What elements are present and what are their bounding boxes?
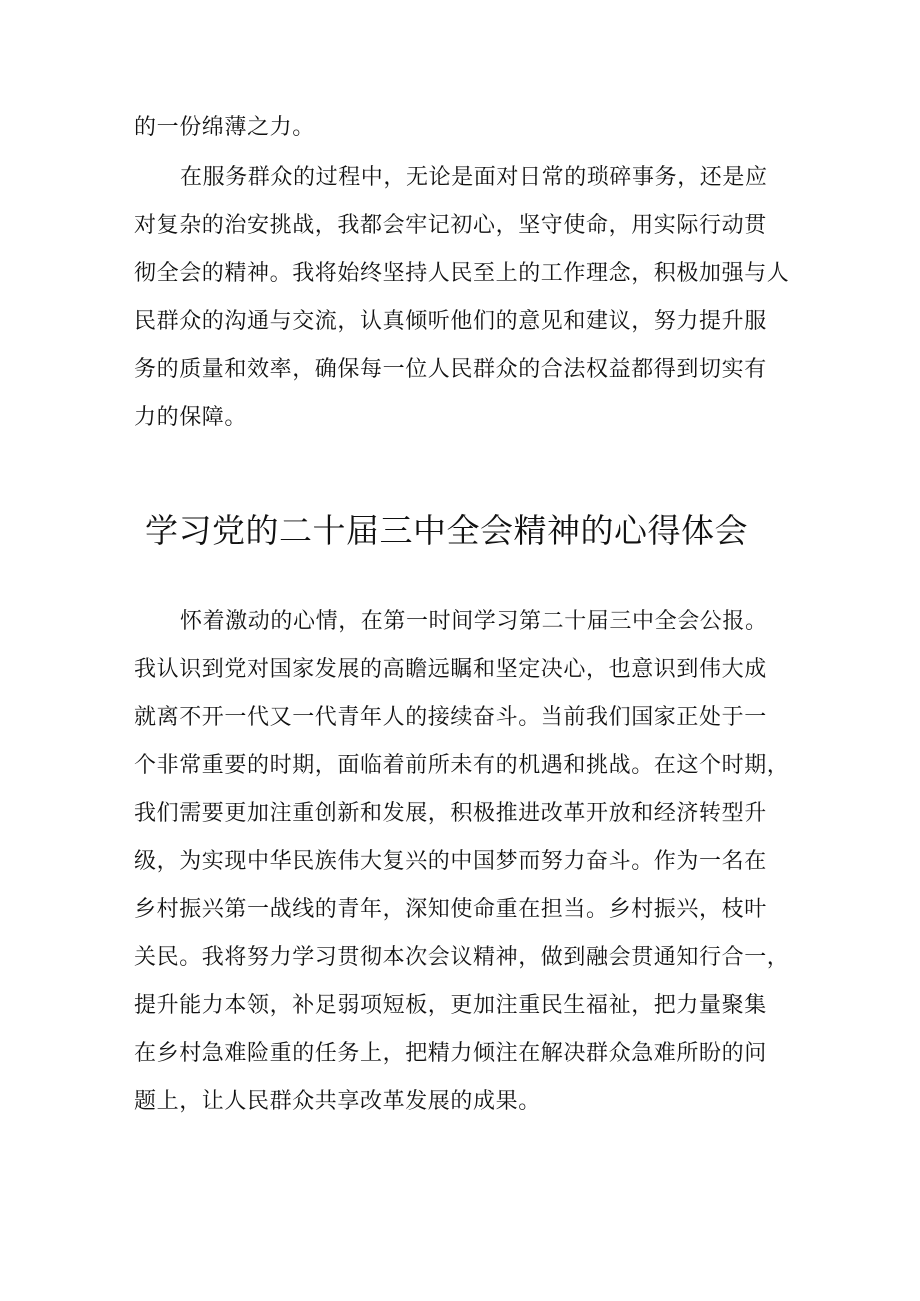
text-line: 在乡村急难险重的任务上，把精力倾注在解决群众急难所盼的问: [134, 1041, 767, 1066]
text-line: 在服务群众的过程中，无论是面对日常的琐碎事务，还是应: [180, 165, 768, 190]
text-line: 的一份绵薄之力。: [134, 115, 315, 140]
text-line: 题上，让人民群众共享改革发展的成果。: [134, 1089, 541, 1114]
text-line: 力的保障。: [134, 405, 248, 430]
text-line: 我们需要更加注重创新和发展，积极推进改革开放和经济转型升: [134, 801, 767, 826]
text-line: 彻全会的精神。我将始终坚持人民至上的工作理念，积极加强与人: [134, 261, 790, 286]
text-line: 提升能力本领，补足弱项短板，更加注重民生福祉，把力量聚集: [134, 993, 767, 1018]
text-line: 务的质量和效率，确保每一位人民群众的合法权益都得到切实有: [134, 357, 767, 382]
text-line: 我认识到党对国家发展的高瞻远瞩和坚定决心，也意识到伟大成: [134, 657, 767, 682]
text-line: 个非常重要的时期，面临着前所未有的机遇和挑战。在这个时期，: [134, 753, 790, 778]
section-heading: 学习党的二十届三中全会精神的心得体会: [145, 511, 748, 550]
text-line: 级，为实现中华民族伟大复兴的中国梦而努力奋斗。作为一名在: [134, 849, 767, 874]
text-line: 怀着激动的心情，在第一时间学习第二十届三中全会公报。: [180, 609, 768, 634]
text-line: 关民。我将努力学习贯彻本次会议精神，做到融会贯通知行合一，: [134, 945, 790, 970]
text-line: 就离不开一代又一代青年人的接续奋斗。当前我们国家正处于一: [134, 705, 767, 730]
text-line: 乡村振兴第一战线的青年，深知使命重在担当。乡村振兴，枝叶: [134, 897, 767, 922]
text-line: 民群众的沟通与交流，认真倾听他们的意见和建议，努力提升服: [134, 309, 767, 334]
text-line: 对复杂的治安挑战，我都会牢记初心，坚守使命，用实际行动贯: [134, 213, 767, 238]
